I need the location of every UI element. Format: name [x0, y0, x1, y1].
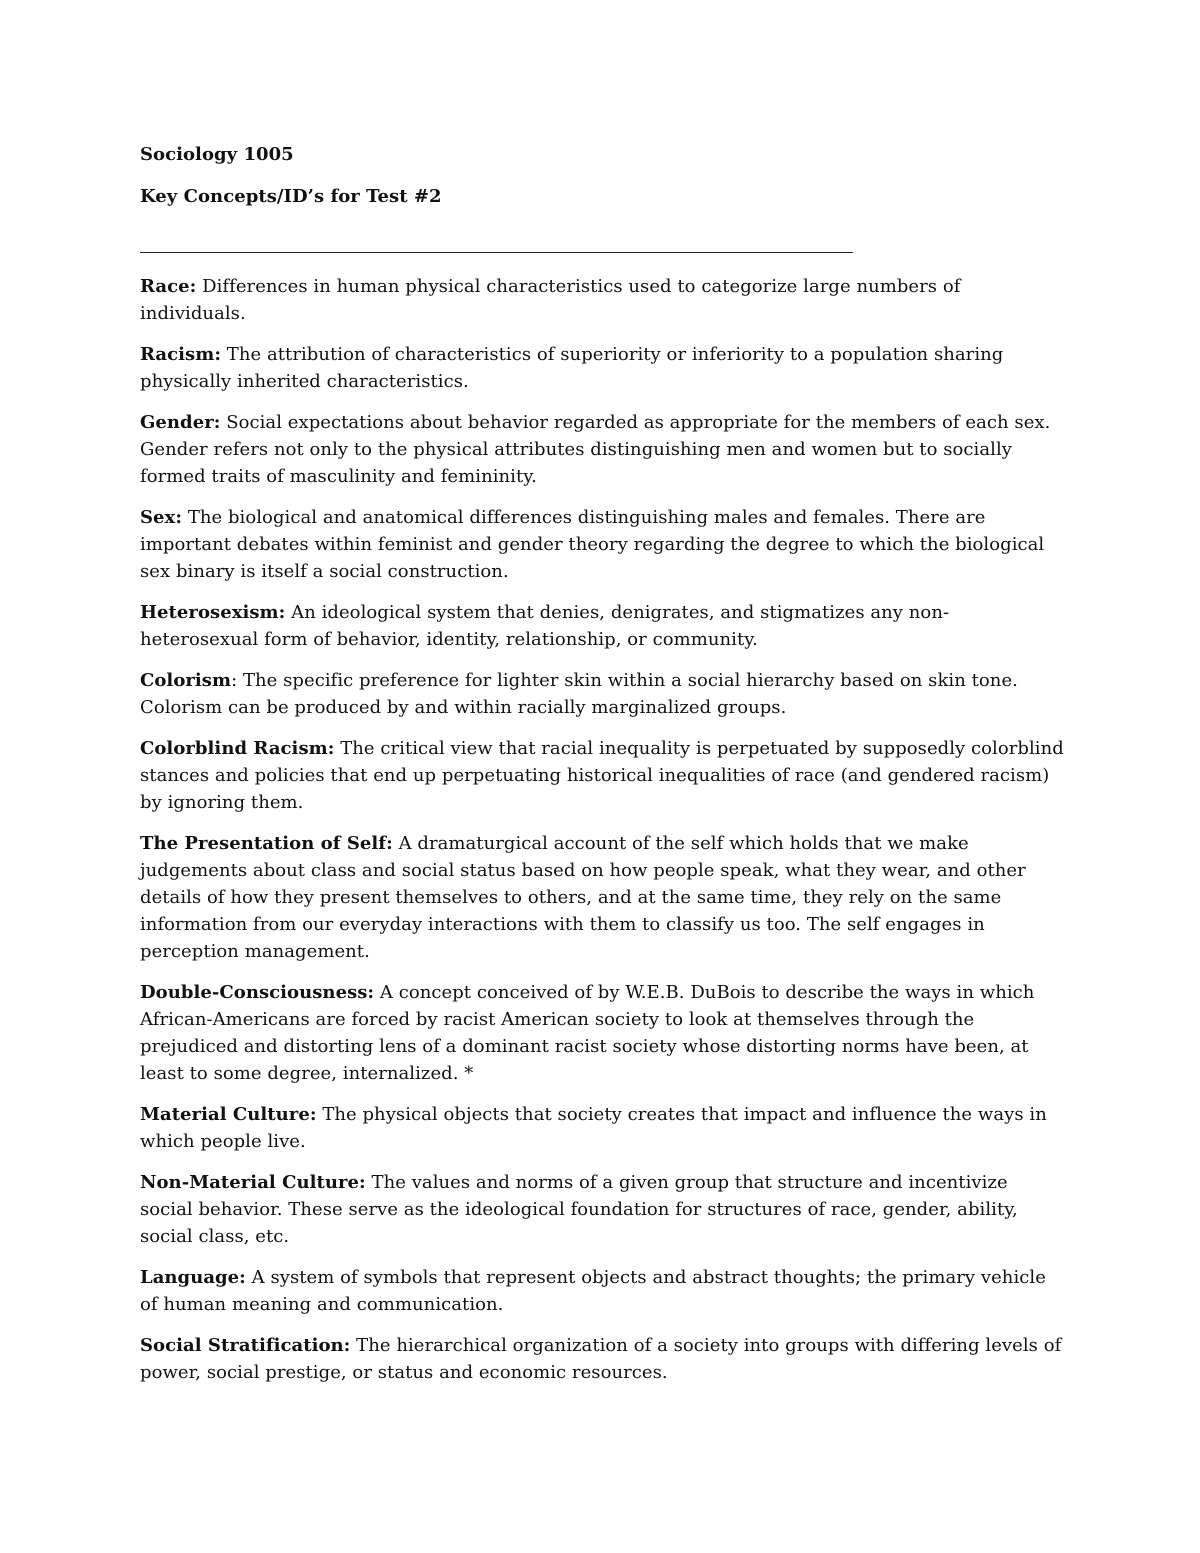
entry-double-consciousness	[140, 979, 1065, 1087]
term: Race:	[140, 276, 197, 297]
term: Heterosexism:	[140, 602, 286, 623]
definition: The values and norms of a given group that structure and incentivize social behavior. These serve as the ideological foundation for structures of race, gender, ability, social class, etc.	[140, 1172, 1018, 1247]
definition: A system of symbols that represent objects and abstract thoughts; the primary vehicle of human meaning and communication.	[140, 1267, 1046, 1315]
horizontal-rule	[140, 252, 853, 253]
term: Non-Material Culture:	[140, 1172, 366, 1193]
term: Racism:	[140, 344, 222, 365]
definition: The hierarchical organization of a society into groups with differing levels of power, social prestige, or status and economic resources.	[140, 1335, 1062, 1383]
term: Colorism	[140, 670, 232, 691]
entry-presentation-of-self	[140, 830, 1065, 965]
entry-race	[140, 273, 1065, 327]
term: Colorblind Racism:	[140, 738, 335, 759]
term: Double-Consciousness:	[140, 982, 375, 1003]
document-body	[140, 140, 1065, 1400]
definition: : The specific preference for lighter skin within a social hierarchy based on skin tone. Colorism can be produced by and within racially marginalized groups.	[140, 670, 1018, 718]
definition: Differences in human physical characteristics used to categorize large numbers of individuals.	[140, 276, 961, 324]
entry-heterosexism	[140, 599, 1065, 653]
entry-racism	[140, 341, 1065, 395]
term: Material Culture:	[140, 1104, 317, 1125]
entry-material-culture	[140, 1101, 1065, 1155]
entry-colorblind-racism	[140, 735, 1065, 816]
definition: The physical objects that society creates that impact and influence the ways in which people live.	[140, 1104, 1047, 1152]
entry-gender	[140, 409, 1065, 490]
term: Social Stratification:	[140, 1335, 351, 1356]
term: Sex:	[140, 507, 183, 528]
document-subtitle: Key Concepts/ID’s for Test #2	[140, 186, 442, 207]
entry-language	[140, 1264, 1065, 1318]
definition: An ideological system that denies, denigrates, and stigmatizes any non-heterosexual form of behavior, identity, relationship, or community.	[140, 602, 950, 650]
term: The Presentation of Self:	[140, 833, 393, 854]
definition: Social expectations about behavior regarded as appropriate for the members of each sex. Gender refers not only to the physical attributes distinguishing men and women but to socially formed traits of masculinity and femininity.	[140, 412, 1051, 487]
definition: The critical view that racial inequality is perpetuated by supposedly colorblind stances and policies that end up perpetuating historical inequalities of race (and gendered racism) by ignoring them.	[140, 738, 1064, 813]
definition: The attribution of characteristics of superiority or inferiority to a population sharing physically inherited characteristics.	[140, 344, 1004, 392]
entry-social-stratification	[140, 1332, 1065, 1386]
term: Language:	[140, 1267, 246, 1288]
definition: A concept conceived of by W.E.B. DuBois to describe the ways in which African-Americans are forced by racist American society to look at themselves through the prejudiced and distorting lens of a dominant racist society whose distorting norms have been, at least to some degree, internalized. *	[140, 982, 1035, 1084]
entry-sex	[140, 504, 1065, 585]
entry-colorism	[140, 667, 1065, 721]
term: Gender:	[140, 412, 221, 433]
course-title: Sociology 1005	[140, 144, 294, 165]
definition: The biological and anatomical differences distinguishing males and females. There are important debates within feminist and gender theory regarding the degree to which the biological sex binary is itself a social construction.	[140, 507, 1045, 582]
definition: A dramaturgical account of the self which holds that we make judgements about class and social status based on how people speak, what they wear, and other details of how they present themselves to others, and at the same time, they rely on the same information from our everyday interactions with them to classify us too. The self engages in perception management.	[140, 833, 1026, 962]
entry-non-material-culture	[140, 1169, 1065, 1250]
